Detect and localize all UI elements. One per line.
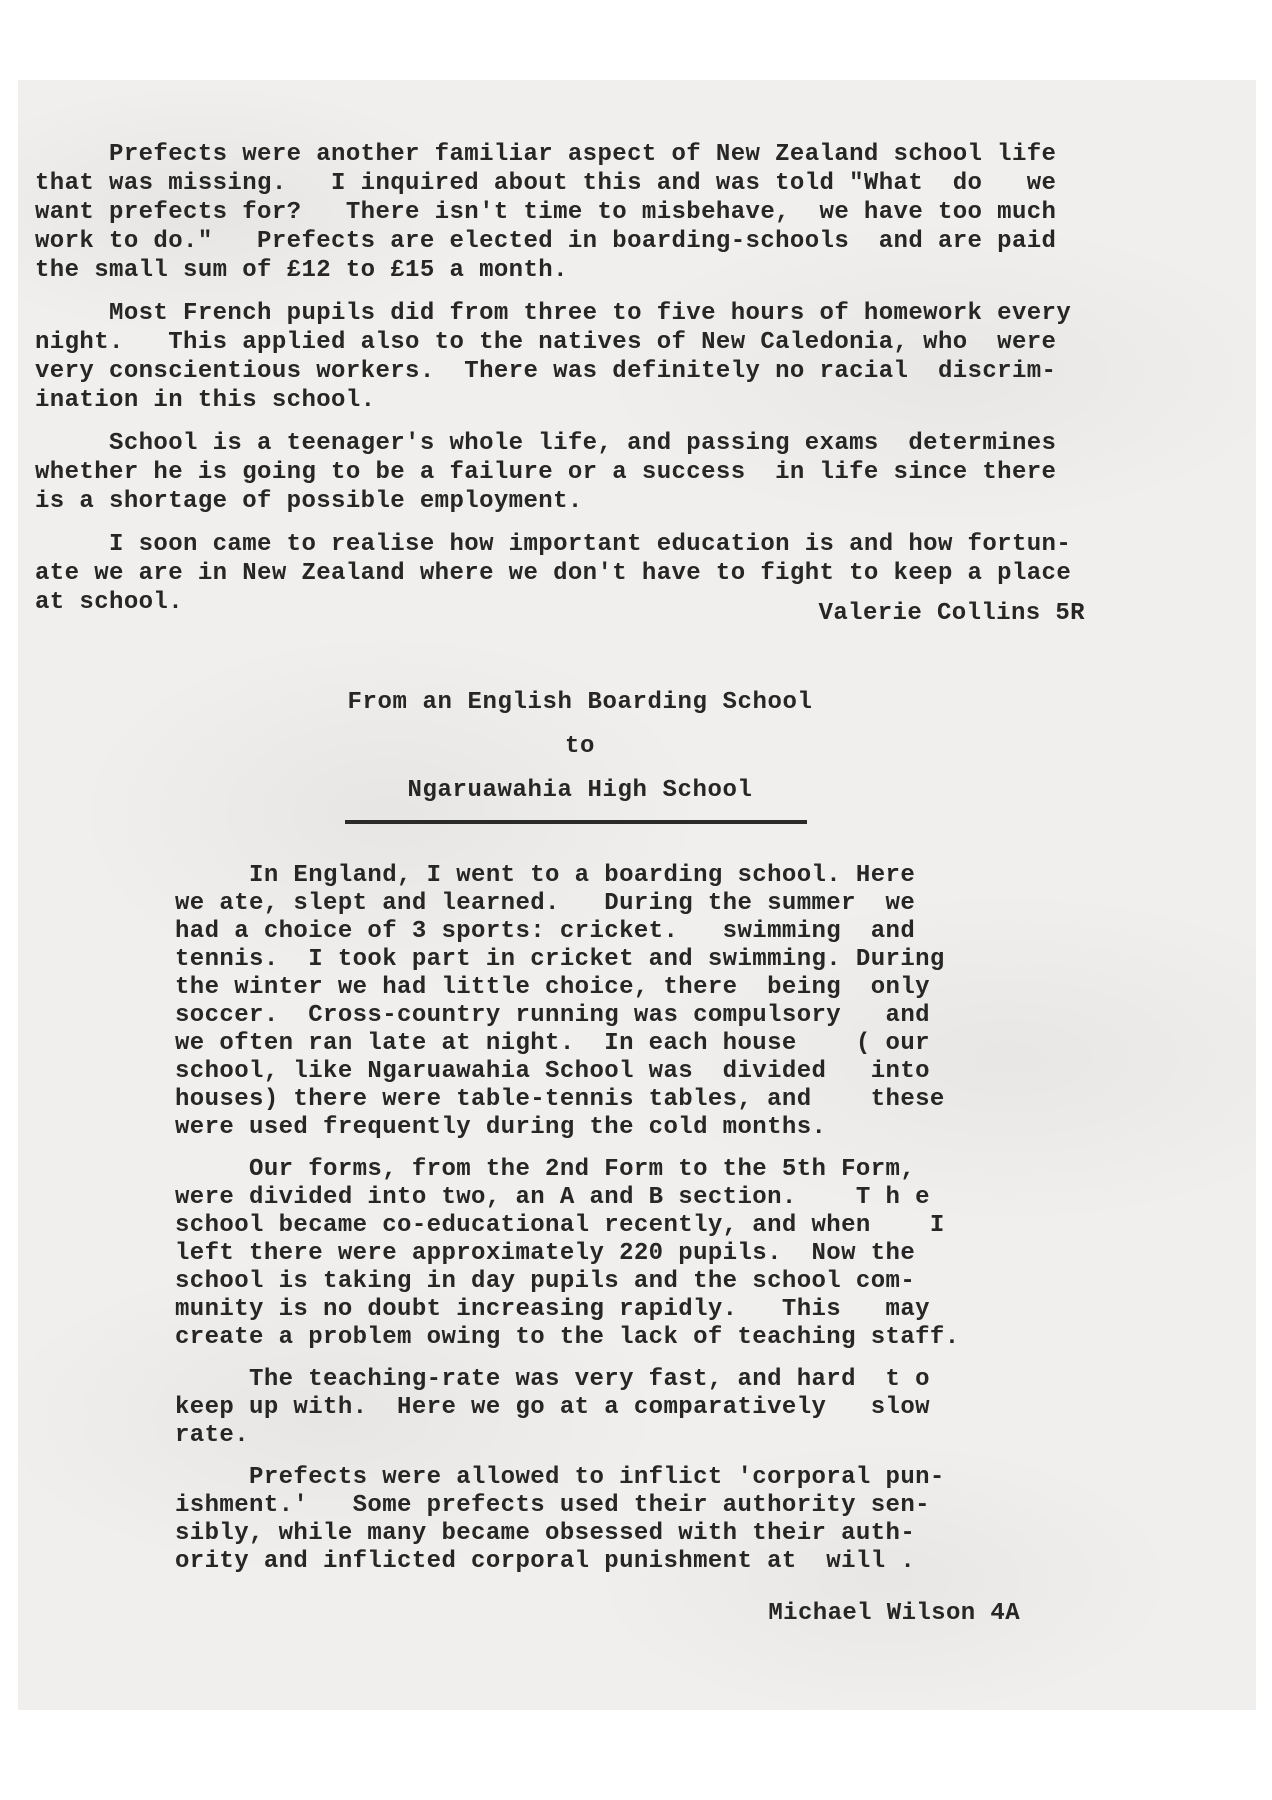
text-line: at school.: [35, 589, 184, 616]
text-line: had a choice of 3 sports: cricket. swimming and: [175, 918, 916, 945]
text-line: Most French pupils did from three to five hours of homework every: [35, 300, 1072, 327]
text-line: sibly, while many became obsessed with their auth-: [175, 1520, 916, 1547]
text-line: school is taking in day pupils and the school com-: [175, 1268, 916, 1295]
text-line: whether he is going to be a failure or a success in life since there: [35, 459, 1057, 486]
heading-underline: [345, 820, 807, 824]
paragraph-boarding-school-life: [175, 862, 975, 1142]
text-line: soccer. Cross-country running was compulsory and: [175, 1002, 930, 1029]
heading-line-1: From an English Boarding School: [347, 689, 813, 716]
article-heading: [300, 688, 860, 820]
text-line: ority and inflicted corporal punishment at will .: [175, 1548, 916, 1575]
text-line: rate.: [175, 1422, 250, 1449]
text-line: tennis. I took part in cricket and swimming. During: [175, 946, 945, 973]
article-english-boarding-school: [175, 862, 975, 1590]
text-line: night. This applied also to the natives of New Caledonia, who were: [35, 329, 1057, 356]
paragraph-teaching-rate: [175, 1366, 975, 1450]
text-line: School is a teenager's whole life, and passing exams determines: [35, 430, 1057, 457]
text-line: In England, I went to a boarding school. Here: [175, 862, 916, 889]
text-line: I soon came to realise how important education is and how fortun-: [35, 531, 1072, 558]
text-line: Prefects were allowed to inflict 'corporal pun-: [175, 1464, 945, 1491]
text-line: keep up with. Here we go at a comparatively slow: [175, 1394, 930, 1421]
heading-line-3: Ngaruawahia High School: [407, 777, 753, 804]
text-line: the winter we had little choice, there being only: [175, 974, 930, 1001]
text-line: we ate, slept and learned. During the summer we: [175, 890, 916, 917]
text-line: work to do." Prefects are elected in boarding-schools and are paid: [35, 228, 1057, 255]
author-signature-michael-wilson: Michael Wilson 4A: [768, 1600, 1020, 1627]
text-line: were used frequently during the cold months.: [175, 1114, 827, 1141]
paragraph-prefects-nz: [35, 140, 1095, 285]
text-line: The teaching-rate was very fast, and hard t o: [175, 1366, 930, 1393]
heading-line-2: to: [564, 733, 595, 760]
text-line: ishment.' Some prefects used their authority sen-: [175, 1492, 930, 1519]
text-line: left there were approximately 220 pupils. Now the: [175, 1240, 916, 1267]
text-line: is a shortage of possible employment.: [35, 488, 583, 515]
text-line: the small sum of £12 to £15 a month.: [35, 257, 568, 284]
paragraph-french-pupils: [35, 299, 1095, 415]
text-line: we often ran late at night. In each house ( our: [175, 1030, 930, 1057]
text-line: Our forms, from the 2nd Form to the 5th Form,: [175, 1156, 916, 1183]
text-line: houses) there were table-tennis tables, and these: [175, 1086, 945, 1113]
text-line: very conscientious workers. There was definitely no racial discrim-: [35, 358, 1057, 385]
text-line: ate we are in New Zealand where we don't have to fight to keep a place: [35, 560, 1072, 587]
text-line: that was missing. I inquired about this and was told "What do we: [35, 170, 1057, 197]
text-line: ination in this school.: [35, 387, 376, 414]
article-nz-school-life: [35, 140, 1095, 631]
paragraph-school-life: [35, 429, 1095, 516]
text-line: were divided into two, an A and B section. T h e: [175, 1184, 930, 1211]
text-line: want prefects for? There isn't time to misbehave, we have too much: [35, 199, 1057, 226]
text-line: school, like Ngaruawahia School was divided into: [175, 1058, 930, 1085]
text-line: create a problem owing to the lack of teaching staff.: [175, 1324, 960, 1351]
paragraph-forms-sections: [175, 1156, 975, 1352]
text-line: munity is no doubt increasing rapidly. This may: [175, 1296, 930, 1323]
paragraph-prefects-punishment: [175, 1464, 975, 1576]
text-line: Prefects were another familiar aspect of New Zealand school life: [35, 141, 1057, 168]
author-signature-valerie-collins: Valerie Collins 5R: [818, 600, 1085, 627]
text-line: school became co-educational recently, and when I: [175, 1212, 945, 1239]
